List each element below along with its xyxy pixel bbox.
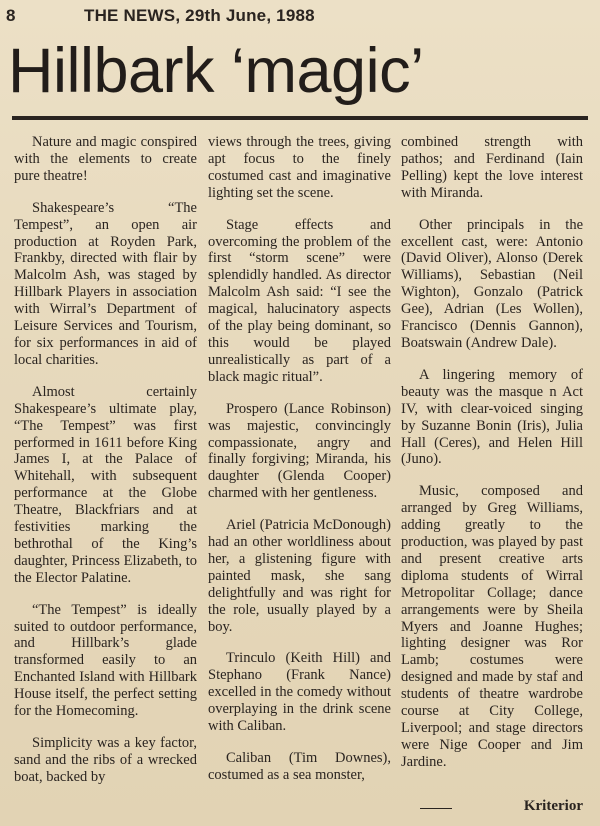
article-column-3 — [401, 134, 583, 822]
article-paragraph: Prospero (Lance Robinson) was majestic, convincingly compassionate, angry and finally forgiving; Miranda, his daughter (Glenda Cooper) charmed with her gentleness. — [208, 400, 391, 502]
article-paragraph: Other principals in the excellent cast, were: Antonio (David Oliver), Alonso (Derek Williams), Sebastian (Neil Wighton), Gonzalo (Patrick Gee), Adrian (Les Wollen), Francisco (Dennis Gannon), Boatswain (Andrew Dale). — [401, 216, 583, 351]
byline-row — [408, 798, 583, 818]
article-paragraph: Simplicity was a key factor, sand and the ribs of a wrecked boat, backed by — [14, 735, 197, 785]
article-paragraph: “The Tempest” is ideally suited to outdoor performance, and Hillbark’s glade transformed easily to an Enchanted Island with Hillbark House itself, the perfect setting for the Homecoming. — [14, 601, 197, 720]
page-number: 8 — [6, 6, 16, 25]
article-paragraph: Music, composed and arranged by Greg Williams, adding greatly to the production, was played by past and present creative arts diploma students of Wirral Metropolitar Collage; dance arrangements were by Sheila Myers and Joanne Hughes; lighting designer was Ror Lamb; costumes were designed and made by staf and students of theatre wardrobe course at City College, Liverpool; and stage directors were Nige Cooper and Jim Jardine. — [401, 483, 583, 770]
article-paragraph: combined strength with pathos; and Ferdinand (Iain Pelling) kept the love interest with Miranda. — [401, 134, 583, 201]
article-paragraph: Shakespeare’s “The Tempest”, an open air production at Royden Park, Frankby, directed with flair by Malcolm Ash, was staged by Hillbark Players in association with Wirral’s Department of Leisure Services and Tourism, for six performances in aid of local charities. — [14, 199, 197, 368]
article-paragraph: Nature and magic conspired with the elements to create pure theatre! — [14, 134, 197, 184]
article-paragraph: Almost certainly Shakespeare’s ultimate play, “The Tempest” was first performed in 1611 before King James I, at the Palace of Whitehall, with subsequent performance at the Globe Theatre, Blackfriars and at festivities marking the bethrothal of the King’s daughter, Princess Elizabeth, to the Elector Palatine. — [14, 383, 197, 586]
article-paragraph: Stage effects and overcoming the problem of the first “storm scene” were splendidly handled. As director Malcolm Ash said: “I see the magical, halucinatory aspects of the play being dominant, so this would be played unrealistically as part of a black magic ritual”. — [208, 216, 391, 385]
article-paragraph: A lingering memory of beauty was the masque n Act IV, with clear-voiced singing by Suzanne Bonin (Iris), Julia Hall (Ceres), and Helen Hill (Juno). — [401, 366, 583, 468]
masthead — [6, 6, 406, 28]
article-paragraph: Trinculo (Keith Hill) and Stephano (Frank Nance) excelled in the comedy without overplaying in the drink scene with Caliban. — [208, 650, 391, 735]
byline: Kriterior — [523, 798, 583, 814]
article-column-1 — [14, 134, 197, 822]
article-headline: Hillbark ‘magic’ — [8, 36, 424, 106]
article-paragraph: Ariel (Patricia McDonough) had an other worldliness about her, a glistening figure with painted mask, she sang delightfully and was right for the role, usually played by a boy. — [208, 517, 391, 635]
article-paragraph: Caliban (Tim Downes), costumed as a sea monster, — [208, 750, 391, 783]
masthead-title: THE NEWS, 29th June, 1988 — [84, 6, 315, 25]
article-column-2 — [208, 134, 391, 822]
article-paragraph: views through the trees, giving apt focus to the finely costumed cast and imaginative lighting set the scene. — [208, 134, 391, 201]
headline-rule — [12, 116, 588, 120]
byline-dash — [420, 808, 452, 809]
